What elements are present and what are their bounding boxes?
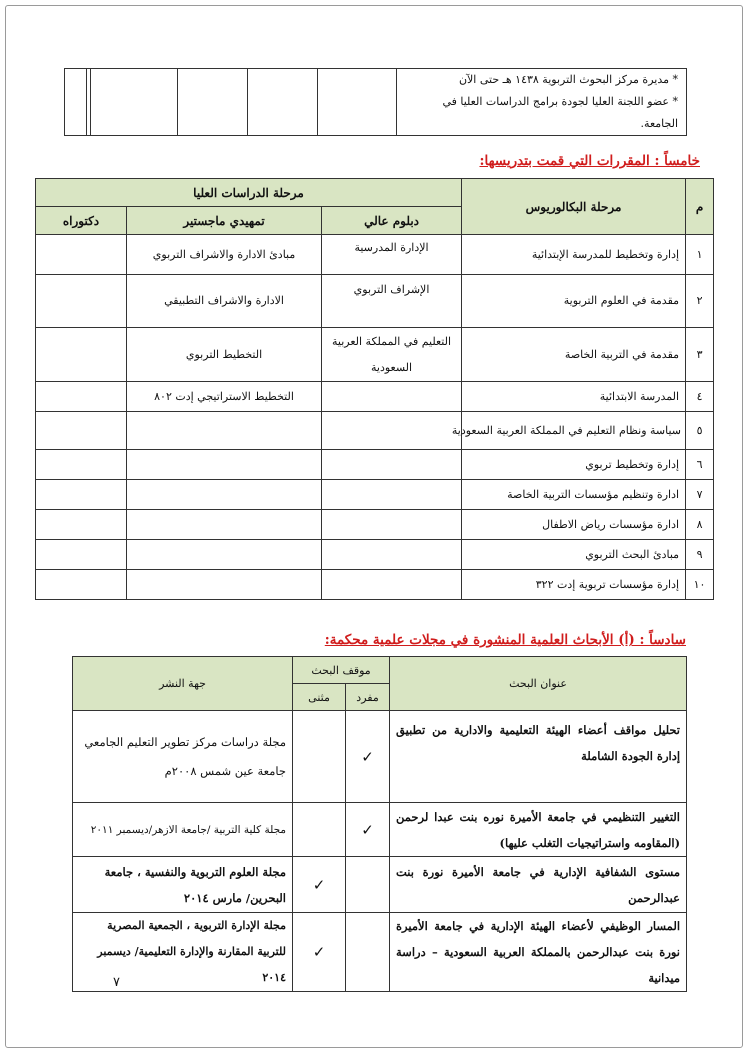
header-postgrad: مرحلة الدراسات العليا <box>36 179 462 207</box>
diploma-course <box>322 510 462 540</box>
bachelor-course: سياسة ونظام التعليم في المملكة العربية السعودية <box>462 412 686 450</box>
row-number: ٥ <box>686 412 714 450</box>
table-row <box>73 711 687 803</box>
phd-course <box>36 570 127 600</box>
table-row <box>36 570 714 600</box>
diploma-course: الإدارة المدرسية <box>322 235 462 275</box>
diploma-course: التعليم في المملكة العربية السعودية <box>322 328 462 382</box>
row-number: ١٠ <box>686 570 714 600</box>
diploma-course <box>322 450 462 480</box>
cv-duty-line: * مديرة مركز البحوث التربوية ١٤٣٨ هـ حتى الآن <box>458 73 678 86</box>
empty-cell <box>91 69 178 136</box>
header-diploma: دبلوم عالي <box>322 207 462 235</box>
diploma-course <box>322 412 462 450</box>
single-check <box>346 857 390 913</box>
premaster-course <box>127 570 322 600</box>
phd-course <box>36 510 127 540</box>
joint-check <box>293 803 346 857</box>
row-number: ١ <box>686 235 714 275</box>
research-title: تحليل مواقف أعضاء الهيئة التعليمية والادارية من تطبيق إدارة الجودة الشاملة <box>390 711 687 803</box>
premaster-course: التخطيط التربوي <box>127 328 322 382</box>
courses-table <box>35 178 714 600</box>
cv-duties-cell <box>397 69 687 136</box>
cv-duty-line: * عضو اللجنة العليا لجودة برامج الدراسات العليا في الجامعة. <box>442 95 678 130</box>
diploma-course <box>322 382 462 412</box>
phd-course <box>36 450 127 480</box>
table-row <box>36 540 714 570</box>
phd-course <box>36 412 127 450</box>
table-row <box>36 412 714 450</box>
bachelor-course: إدارة وتخطيط تربوي <box>462 450 686 480</box>
header-joint: مثنى <box>293 684 346 711</box>
header-bachelor: مرحلة البكالوريوس <box>462 179 686 235</box>
row-number: ٨ <box>686 510 714 540</box>
premaster-course: التخطيط الاستراتيجي إدت ٨٠٢ <box>127 382 322 412</box>
phd-course <box>36 275 127 328</box>
header-publisher: جهة النشر <box>73 657 293 711</box>
table-row <box>73 857 687 913</box>
joint-check: ✓ <box>293 857 346 913</box>
header-single: مفرد <box>346 684 390 711</box>
row-number: ٧ <box>686 480 714 510</box>
empty-cell <box>248 69 318 136</box>
diploma-course: الإشراف التربوي <box>322 275 462 328</box>
table-row <box>73 803 687 857</box>
section5-heading: خامساً : المقررات التي قمت بتدريسها: <box>479 153 700 169</box>
row-number: ٦ <box>686 450 714 480</box>
bachelor-course: إدارة وتخطيط للمدرسة الإبتدائية <box>462 235 686 275</box>
premaster-course <box>127 412 322 450</box>
single-check: ✓ <box>346 803 390 857</box>
publisher: مجلة العلوم التربوية والنفسية ، جامعة البحرين/ مارس ٢٠١٤ <box>73 857 293 913</box>
phd-course <box>36 480 127 510</box>
research-title: المسار الوظيفي لأعضاء الهيئة الإدارية في جامعة الأميرة نورة بنت عبدالرحمن بالمملكة العربية السعودية – دراسة ميدانية <box>390 913 687 992</box>
joint-check: ✓ <box>293 913 346 992</box>
research-table <box>72 656 687 992</box>
section6-heading: سادساً : (أ) الأبحاث العلمية المنشورة في مجلات علمية محكمة: <box>324 632 686 648</box>
cv-continuation-table <box>64 68 687 136</box>
empty-cell <box>87 69 91 136</box>
phd-course <box>36 382 127 412</box>
table-row <box>36 510 714 540</box>
row-number: ٢ <box>686 275 714 328</box>
phd-course <box>36 540 127 570</box>
diploma-course <box>322 570 462 600</box>
premaster-course <box>127 480 322 510</box>
header-num: م <box>686 179 714 235</box>
table-row <box>36 450 714 480</box>
bachelor-course: مبادئ البحث التربوي <box>462 540 686 570</box>
bachelor-course: مقدمة في التربية الخاصة <box>462 328 686 382</box>
empty-cell <box>65 69 87 136</box>
publisher: مجلة كلية التربية /جامعة الازهر/ديسمبر ٢٠١١ <box>73 803 293 857</box>
phd-course <box>36 235 127 275</box>
header-research-title: عنوان البحث <box>390 657 687 711</box>
page-number: ٧ <box>113 975 120 990</box>
bachelor-course: ادارة وتنظيم مؤسسات التربية الخاصة <box>462 480 686 510</box>
joint-check <box>293 711 346 803</box>
phd-course <box>36 328 127 382</box>
bachelor-course: ادارة مؤسسات رياض الاطفال <box>462 510 686 540</box>
single-check: ✓ <box>346 711 390 803</box>
row-number: ٣ <box>686 328 714 382</box>
diploma-course <box>322 540 462 570</box>
premaster-course: الادارة والاشراف التطبيقي <box>127 275 322 328</box>
row-number: ٤ <box>686 382 714 412</box>
premaster-course <box>127 450 322 480</box>
premaster-course <box>127 510 322 540</box>
table-row <box>73 913 687 992</box>
research-title: مستوى الشفافية الإدارية في جامعة الأميرة نورة بنت عبدالرحمن <box>390 857 687 913</box>
bachelor-course: مقدمة في العلوم التربوية <box>462 275 686 328</box>
diploma-course <box>322 480 462 510</box>
empty-cell <box>318 69 397 136</box>
table-row <box>36 275 714 328</box>
table-row <box>36 382 714 412</box>
table-row <box>36 480 714 510</box>
single-check <box>346 913 390 992</box>
bachelor-course: المدرسة الابتدائية <box>462 382 686 412</box>
header-phd: دكتوراه <box>36 207 127 235</box>
bachelor-course: إدارة مؤسسات تربوية إدت ٣٢٢ <box>462 570 686 600</box>
research-title: التغيير التنظيمي في جامعة الأميرة نوره بنت عبدا لرحمن (المقاومه واستراتيجيات التغلب عليها) <box>390 803 687 857</box>
row-number: ٩ <box>686 540 714 570</box>
header-premaster: تمهيدي ماجستير <box>127 207 322 235</box>
empty-cell <box>178 69 248 136</box>
header-position: موقف البحث <box>293 657 390 684</box>
publisher: مجلة الإدارة التربوية ، الجمعية المصرية للتربية المقارنة والإدارة التعليمية/ ديسمبر ٢٠١٤ <box>73 913 293 992</box>
premaster-course <box>127 540 322 570</box>
premaster-course: مبادئ الادارة والاشراف التربوي <box>127 235 322 275</box>
table-row <box>36 235 714 275</box>
table-row <box>36 328 714 382</box>
publisher: مجلة دراسات مركز تطوير التعليم الجامعي جامعة عين شمس ٢٠٠٨م <box>73 711 293 803</box>
